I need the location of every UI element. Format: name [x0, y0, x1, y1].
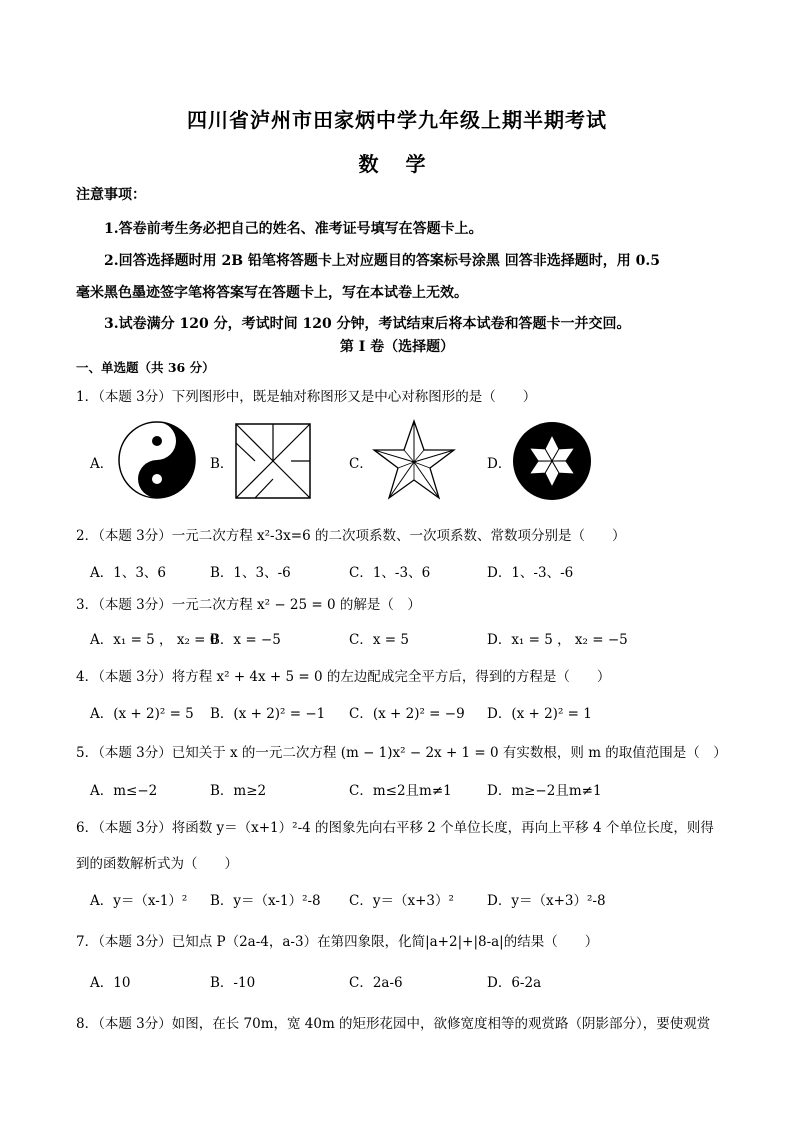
q4-option-c: C．(x + 2)² = −9: [349, 706, 465, 722]
question-3-stem: 3．（本题 3分）一元二次方程 x² − 25 = 0 的解是（ ）: [76, 597, 421, 613]
note-item-2: 2.回答选择题时用 2B 铅笔将答题卡上对应题目的答案标号涂黑 回答非选择题时，用 0.5: [104, 253, 661, 269]
q2-option-a: A．1、3、6: [90, 565, 167, 581]
q5-option-a: A．m≤−2: [90, 783, 158, 799]
section-heading: 一、单选题（共 36 分）: [76, 360, 215, 375]
q6-option-d: D．y＝（x+3）²-8: [487, 893, 606, 909]
note-item-2-cont: 毫米黑色墨迹签字笔将答案写在答题卡上，写在本试卷上无效。: [76, 285, 468, 301]
question-6-stem: 6．（本题 3分）将函数 y＝（x+1）²-4 的图象先向右平移 2 个单位长度，再向上平移 4 个单位长度，则得: [76, 820, 714, 836]
q1-option-c-label: C．: [349, 456, 373, 472]
subject-title: 数 学: [358, 152, 436, 176]
question-2-stem: 2．（本题 3分）一元二次方程 x²-3x=6 的二次项系数、一次项系数、常数项分别是（ ）: [76, 528, 626, 544]
q7-option-b: B．-10: [210, 975, 256, 991]
six-petal-circle-figure: [512, 421, 592, 501]
note-item-3: 3.试卷满分 120 分，考试时间 120 分钟，考试结束后将本试卷和答题卡一并交回。: [104, 316, 631, 332]
exam-title: 四川省泸州市田家炳中学九年级上期半期考试: [187, 108, 607, 132]
question-8-stem: 8．（本题 3分）如图，在长 70m，宽 40m 的矩形花园中，欲修宽度相等的观赏路（阴影部分），要使观赏: [76, 1016, 711, 1032]
square-pinwheel-figure: [235, 423, 311, 499]
q4-option-b: B．(x + 2)² = −1: [210, 706, 326, 722]
q5-option-b: B．m≥2: [210, 783, 267, 799]
q3-option-a: A．x₁ = 5 ， x₂ = 0: [90, 632, 219, 648]
q3-option-d: D．x₁ = 5 ， x₂ = −5: [487, 632, 628, 648]
q5-option-c: C．m≤2且m≠1: [349, 783, 452, 799]
q1-option-b-label: B．: [210, 456, 234, 472]
q7-option-a: A．10: [90, 975, 131, 991]
q2-option-b: B．1、3、-6: [210, 565, 291, 581]
q1-option-a-label: A．: [90, 456, 114, 472]
question-1-stem: 1．（本题 3分）下列图形中，既是轴对称图形又是中心对称图形的是（ ）: [76, 389, 537, 405]
q6-option-b: B．y＝（x-1）²-8: [210, 893, 321, 909]
question-6-stem-cont: 到的函数解析式为（ ）: [76, 856, 238, 872]
question-5-stem: 5．（本题 3分）已知关于 x 的一元二次方程 (m − 1)x² − 2x + 1 = 0 有实数根，则 m 的取值范围是（ ）: [76, 745, 727, 761]
q2-option-c: C．1、-3、6: [349, 565, 431, 581]
q1-option-d-label: D．: [487, 456, 512, 472]
q6-option-c: C．y＝（x+3）²: [349, 893, 454, 909]
q3-option-c: C．x = 5: [349, 632, 409, 648]
q6-option-a: A．y＝（x-1）²: [90, 893, 188, 909]
q2-option-d: D．1、-3、-6: [487, 565, 574, 581]
q3-option-b: B．x = −5: [210, 632, 281, 648]
q4-option-a: A．(x + 2)² = 5: [90, 706, 194, 722]
five-point-star-figure: [372, 419, 456, 501]
q7-option-d: D．6-2a: [487, 975, 542, 991]
note-item-1: 1.答卷前考生务必把自己的姓名、准考证号填写在答题卡上。: [104, 221, 483, 237]
yin-yang-figure: [118, 421, 196, 499]
question-7-stem: 7．（本题 3分）已知点 P（2a-4，a-3）在第四象限，化简|a+2|+|8-a|的结果（ ）: [76, 934, 599, 950]
q4-option-d: D．(x + 2)² = 1: [487, 706, 592, 722]
question-4-stem: 4．（本题 3分）将方程 x² + 4x + 5 = 0 的左边配成完全平方后，得到的方程是（ ）: [76, 669, 611, 685]
notes-heading: 注意事项：: [76, 187, 146, 203]
volume-heading: 第 I 卷（选择题）: [339, 339, 455, 355]
q7-option-c: C．2a-6: [349, 975, 403, 991]
q5-option-d: D．m≥−2且m≠1: [487, 783, 602, 799]
